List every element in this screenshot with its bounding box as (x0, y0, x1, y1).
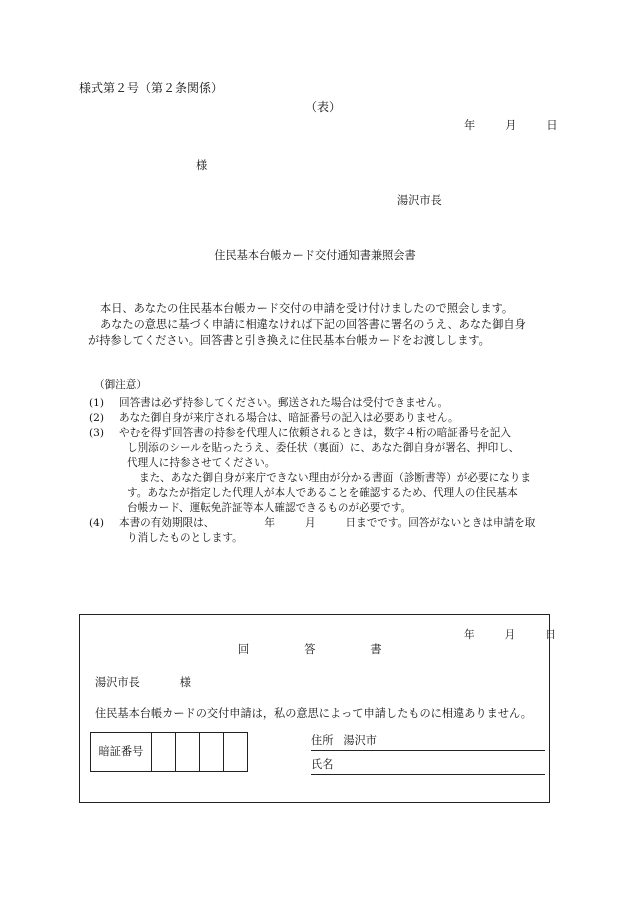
pin-grid (90, 732, 248, 772)
body-text (88, 301, 526, 349)
reply-title (238, 642, 437, 658)
side-mark: （表） (305, 100, 342, 114)
pin-digit-box[interactable] (200, 733, 224, 771)
name-field[interactable] (311, 757, 545, 775)
date-month: 月 (505, 119, 517, 132)
address-field[interactable] (311, 733, 545, 751)
pin-digit-box[interactable] (176, 733, 200, 771)
notes-list (89, 396, 564, 546)
reply-addressee-suffix: 様 (179, 676, 191, 689)
pin-digit-box[interactable] (152, 733, 176, 771)
note-item (89, 396, 564, 411)
validity-label: 本書の有効期限は、 (119, 517, 215, 529)
note-number: (1) (89, 397, 105, 409)
notes-heading: （御注意） (94, 379, 147, 391)
note-line: 台帳カード、運転免許証等本人確認できるものが必要です。 (127, 502, 412, 514)
note-line: あなた御自身が来庁される場合は、暗証番号の記入は必要ありません。 (119, 412, 459, 424)
reply-date-month: 月 (504, 629, 516, 641)
document-title: 住民基本台帳カード交付通知書兼照会書 (214, 249, 416, 262)
reply-addressee (95, 675, 191, 691)
body-paragraph-2-line-2: が持参してください。回答書と引き換えに住民基本台帳カードをお渡しします。 (88, 334, 490, 347)
address-label: 住所 (311, 734, 334, 747)
validity-year: 年 (264, 517, 275, 529)
note-line: 代理人に持参させてください。 (127, 457, 276, 469)
note-line: す。あなたが指定した代理人が本人であることを確認するため、代理人の住民基本 (127, 487, 518, 499)
note-line: 回答書は必ず持参してください。郵送された場合は受付できません。 (119, 397, 449, 409)
issuer: 湯沢市長 (397, 194, 442, 207)
note-number: (4) (89, 517, 105, 529)
reply-title-char: 答 (304, 643, 316, 656)
note-item (89, 426, 564, 516)
addressee-suffix: 様 (196, 159, 208, 172)
validity-month: 月 (304, 517, 316, 529)
pin-digit-box[interactable] (224, 733, 247, 771)
note-line: し別添のシールを貼ったうえ、委任状（裏面）に、あなた御自身が署名、押印し、 (127, 442, 520, 454)
name-label: 氏名 (311, 758, 334, 771)
date-day: 日 (546, 119, 558, 132)
note-line (119, 516, 564, 531)
note-line: やむを得ず回答書の持参を代理人に依頼されるときは，数字４桁の暗証番号を記入 (119, 427, 511, 439)
reply-addressee-name: 湯沢市長 (95, 676, 140, 689)
reply-title-char: 書 (370, 643, 382, 656)
issue-date (464, 118, 558, 134)
reply-title-char: 回 (238, 643, 250, 656)
reply-date (464, 628, 556, 643)
body-paragraph-2-line-1: あなたの意思に基づく申請に相違なければ下記の回答書に署名のうえ、あなた御自身 (100, 318, 526, 331)
note-number: (3) (89, 427, 105, 439)
note-number: (2) (89, 412, 105, 424)
note-line: り消したものとします。 (127, 532, 243, 544)
reply-date-year: 年 (464, 629, 475, 641)
address-city: 湯沢市 (343, 734, 377, 747)
note-item (89, 411, 564, 426)
reply-date-day: 日 (545, 629, 556, 641)
form-number: 様式第２号（第２条関係） (79, 81, 224, 95)
reply-statement: 住民基本台帳カードの交付申請は，私の意思によって申請したものに相違ありません。 (95, 707, 532, 720)
validity-day: 日 (345, 517, 357, 529)
pin-label: 暗証番号 (91, 733, 152, 771)
validity-tail: までです。回答がないときは申請を取 (356, 517, 536, 529)
date-year: 年 (464, 119, 476, 132)
note-item (89, 516, 564, 546)
body-paragraph-1: 本日、あなたの住民基本台帳カード交付の申請を受け付けましたので照会します。 (100, 302, 514, 315)
note-line: また、あなた御自身が来庁できない理由が分かる書面（診断書等）が必要になりま (139, 472, 531, 484)
